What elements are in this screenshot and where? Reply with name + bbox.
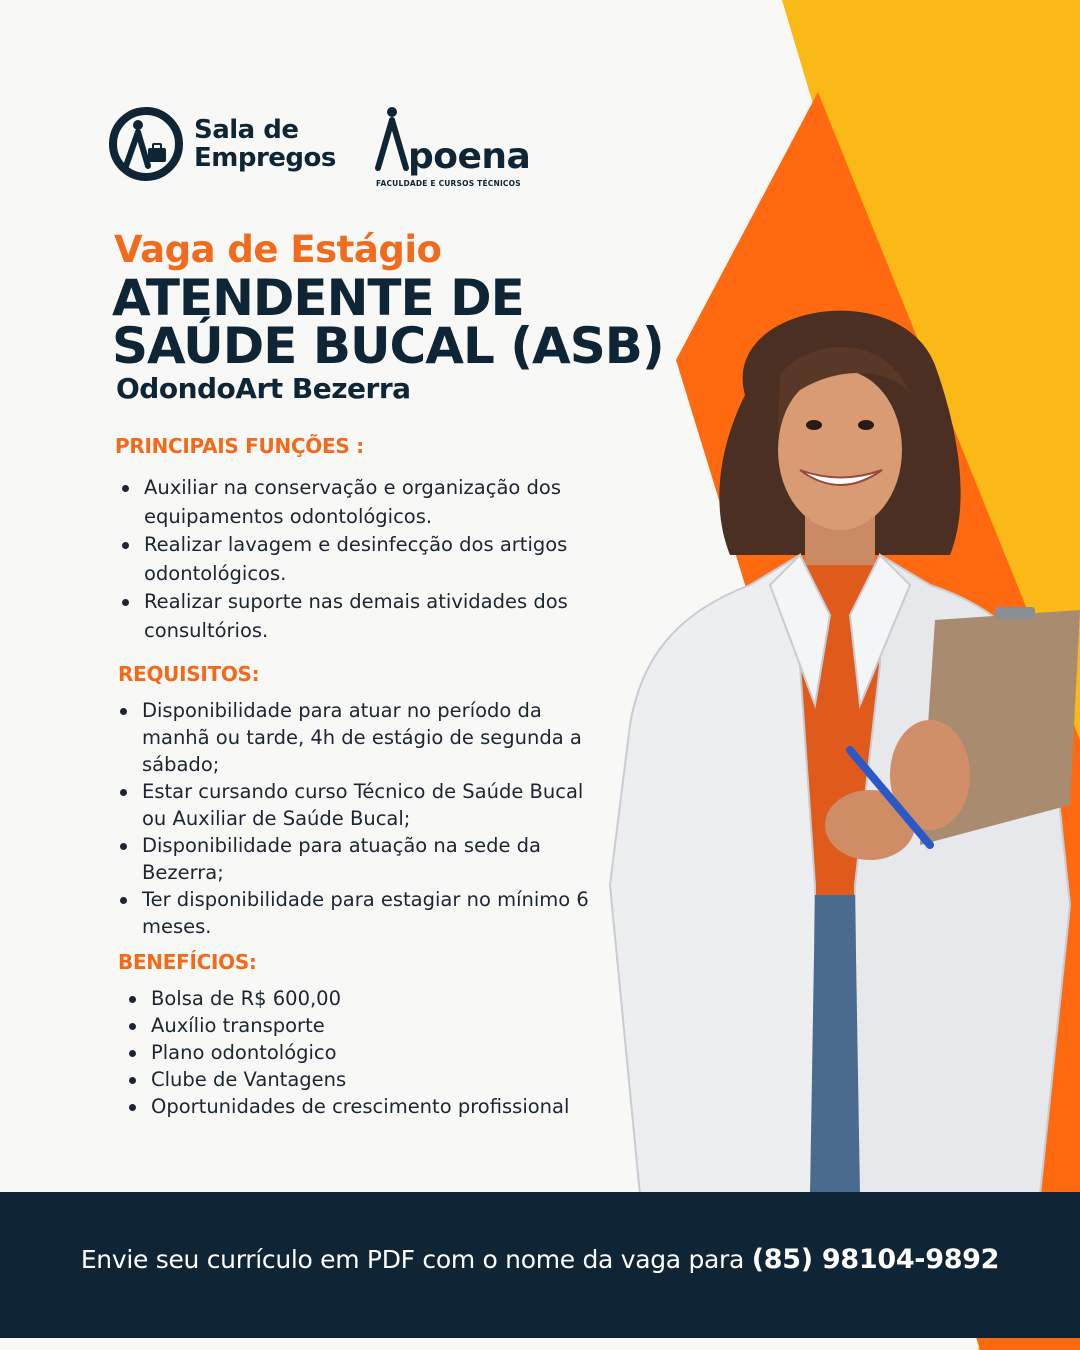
job-title-line2: SAÚDE BUCAL (ASB) xyxy=(112,317,664,375)
funcoes-heading: PRINCIPAIS FUNÇÕES : xyxy=(115,434,364,458)
requisitos-list xyxy=(114,697,594,940)
list-item: Disponibilidade para atuar no período da manhã ou tarde, 4h de estágio de segunda a sábado; xyxy=(114,697,594,778)
list-item: Ter disponibilidade para estagiar no mínimo 6 meses. xyxy=(114,886,594,940)
list-item: Auxiliar na conservação e organização dos equipamentos odontológicos. xyxy=(116,474,616,531)
sala-logo-text xyxy=(194,116,336,172)
footer-text: Envie seu currículo em PDF com o nome da vaga para xyxy=(80,1245,745,1274)
job-kicker: Vaga de Estágio xyxy=(114,228,442,271)
apoena-word: poena xyxy=(408,136,531,177)
list-item: Disponibilidade para atuação na sede da Bezerra; xyxy=(114,832,594,886)
list-item: Auxílio transporte xyxy=(123,1012,603,1039)
list-item: Oportunidades de crescimento profissional xyxy=(123,1093,603,1120)
funcoes-list xyxy=(116,474,616,645)
apoena-person-icon xyxy=(374,106,410,176)
company-name: OdondoArt Bezerra xyxy=(116,372,411,405)
footer-cta xyxy=(0,1244,1080,1275)
job-title-line1: ATENDENTE DE xyxy=(112,269,524,327)
beneficios-heading: BENEFÍCIOS: xyxy=(118,950,257,974)
footer-phone[interactable]: (85) 98104-9892 xyxy=(751,1244,1000,1275)
beneficios-list xyxy=(123,985,603,1120)
list-item: Estar cursando curso Técnico de Saúde Bucal ou Auxiliar de Saúde Bucal; xyxy=(114,778,594,832)
list-item: Clube de Vantagens xyxy=(123,1066,603,1093)
sala-de-empregos-logo xyxy=(108,106,336,182)
list-item: Realizar suporte nas demais atividades dos consultórios. xyxy=(116,588,616,645)
requisitos-heading: REQUISITOS: xyxy=(118,662,260,686)
list-item: Bolsa de R$ 600,00 xyxy=(123,985,603,1012)
sala-logo-line2: Empregos xyxy=(194,143,336,173)
list-item: Realizar lavagem e desinfecção dos artigos odontológicos. xyxy=(116,531,616,588)
apoena-subtitle: FACULDADE E CURSOS TÉCNICOS xyxy=(376,179,521,188)
person-briefcase-icon xyxy=(108,106,184,182)
sala-logo-line1: Sala de xyxy=(194,115,299,145)
list-item: Plano odontológico xyxy=(123,1039,603,1066)
woman-dentist-illustration xyxy=(600,285,1080,1195)
